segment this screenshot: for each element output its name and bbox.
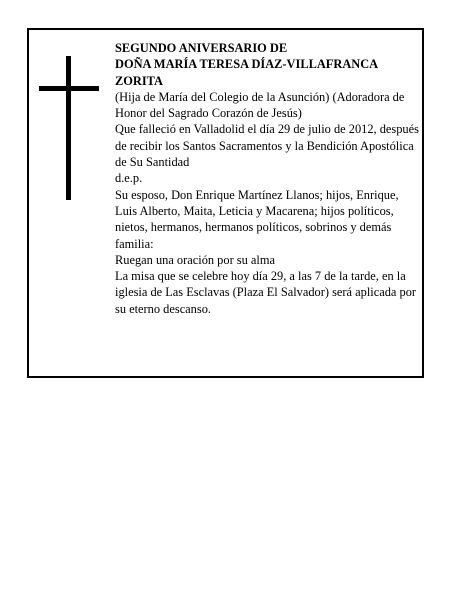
mass-info-text: La misa que se celebre hoy día 29, a las 7 de la tarde, en la iglesia de Las Esclavas (Plaza El Salvador) será aplicada por su eterno descanso.	[115, 269, 417, 316]
cross-vertical-bar	[66, 56, 71, 200]
death-info-text: Que falleció en Valladolid el día 29 de julio de 2012, después de recibir los Santos Sacramentos y la Bendición Apostólica de Su Santidad	[115, 122, 419, 170]
family-text: Su esposo, Don Enrique Martínez Llanos; hijos, Enrique, Luis Alberto, Maita, Leticia y Macarena; hijos políticos, nietos, hermanos, hermanos políticos, sobrinos y demás familia:	[115, 187, 399, 251]
affiliation-text: (Hija de María del Colegio de la Asunción) (Adoradora de Honor del Sagrado Corazón de Jesús)	[115, 89, 405, 121]
dep-text: d.e.p.	[115, 171, 143, 186]
cross-icon	[39, 56, 99, 200]
obituary-notice	[27, 28, 424, 378]
notice-text	[115, 40, 423, 317]
heading-deceased-name: DOÑA MARÍA TERESA DÍAZ-VILLAFRANCA ZORITA	[115, 57, 378, 88]
cross-horizontal-bar	[39, 86, 99, 91]
heading-anniversary: SEGUNDO ANIVERSARIO DE	[115, 41, 288, 55]
prayer-request-text: Ruegan una oración por su alma	[115, 252, 275, 267]
